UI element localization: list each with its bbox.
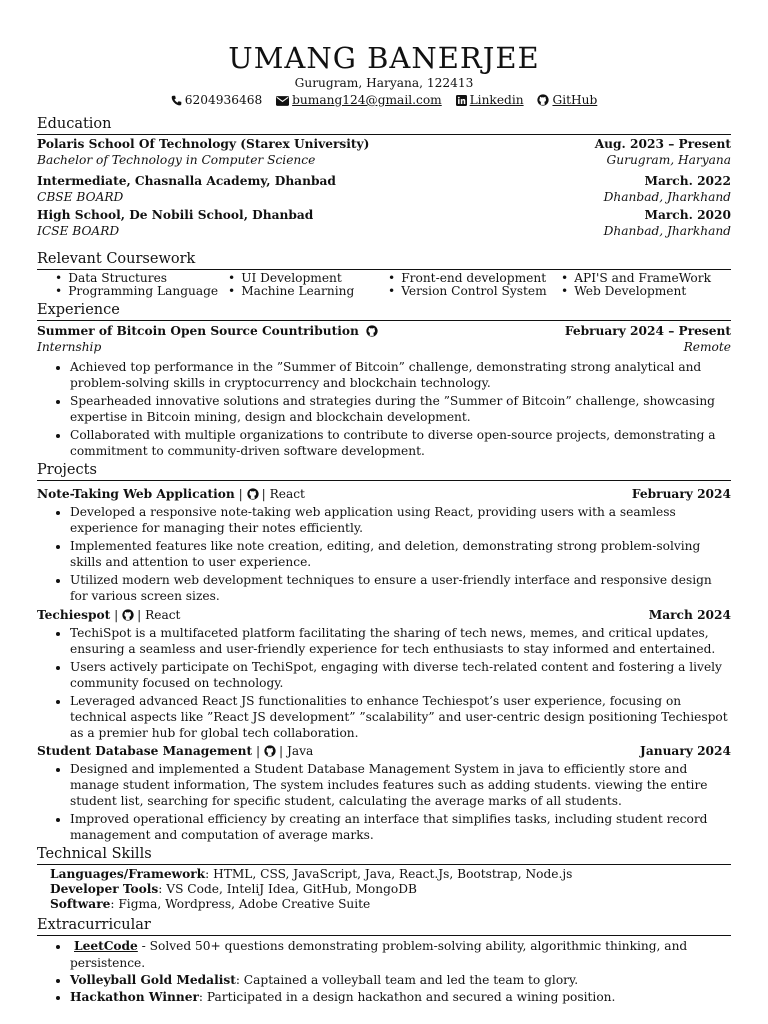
github-link[interactable]: GitHub xyxy=(552,92,598,107)
coursework-grid xyxy=(55,272,731,298)
project-bullets xyxy=(37,504,731,604)
coursework-column xyxy=(228,272,388,298)
skill-label: Developer Tools xyxy=(50,881,159,896)
section-divider xyxy=(37,320,731,321)
phone-contact[interactable] xyxy=(171,93,266,107)
bullet-item: • Developed a responsive note-taking web application using React, providing users with a seamless experience for managing their notes efficiently. xyxy=(70,504,731,536)
bullet-item: • Users actively participate on TechiSpot, engaging with diverse tech-related content and fostering a lively community focused on technology. xyxy=(70,659,731,691)
extracurricular-text: : Captained a volleyball team and led the team to glory. xyxy=(235,972,579,987)
project-name: Note-Taking Web Application xyxy=(37,486,235,501)
linkedin-icon xyxy=(456,95,467,106)
bullet-item: • Utilized modern web development techniques to ensure a user-friendly interface and responsive design for various screen sizes. xyxy=(70,572,731,604)
education-item xyxy=(37,208,731,240)
education-list xyxy=(37,137,731,240)
linkedin-link[interactable]: Linkedin xyxy=(469,92,524,107)
experience-date: February 2024 – Present xyxy=(564,323,731,338)
candidate-name: UMANG BANERJEE xyxy=(228,41,540,75)
bullet-item: • Leveraged advanced React JS functionalities to enhance Techiespot’s user experience, focusing on technical aspects like ”React JS development” ”scalability” and user-centric design positioning Techiespot as a premier hub for global tech collaboration. xyxy=(70,693,731,741)
email-contact[interactable] xyxy=(276,93,445,107)
coursework-item: • Front-end development xyxy=(388,272,561,285)
project-item: Techiespot | | React March 2024 • TechiSpot is a multifaceted platform facilitating the sharing of tech news, memes, and critical updates, ensuring a seamless and user-friendly experience for tech enthusiasts to stay informed and entertained. • Users actively participate on TechiSpot, engaging with diverse tech-related content and fostering a lively community focused on technology. • Leveraged advanced React JS functionalities to enhance Techiespot’s user experience, focusing on technical aspects like ”React JS development” ”scalability” and user-centric design positioning Techiespot as a premier hub for global tech collaboration. xyxy=(37,607,731,741)
extracurricular-label: Hackathon Winner xyxy=(70,989,199,1004)
coursework-column xyxy=(388,272,561,298)
contact-bar xyxy=(37,93,731,109)
school-name: Polaris School Of Technology (Starex University) xyxy=(37,136,370,151)
leetcode-link[interactable]: LeetCode xyxy=(74,938,138,953)
education-location: Gurugram, Haryana xyxy=(606,152,731,167)
section-divider xyxy=(37,864,731,865)
school-name: High School, De Nobili School, Dhanbad xyxy=(37,208,314,223)
degree: Bachelor of Technology in Computer Science xyxy=(37,152,316,167)
extracurricular-item xyxy=(70,989,731,1006)
project-tech: React xyxy=(145,607,181,622)
project-tech: React xyxy=(269,486,305,501)
experience-bullets xyxy=(37,359,731,459)
extracurricular-item xyxy=(70,972,731,989)
skills-list xyxy=(50,867,731,912)
coursework-item: • Data Structures xyxy=(55,272,228,285)
degree: ICSE BOARD xyxy=(37,224,120,239)
project-item: Student Database Management | | Java January 2024 • Designed and implemented a Student Database Management System in java to efficiently store and manage student information, The system includes features such as adding students. viewing the entire student list, searching for specific student, calculating the average marks of all students. • Improved operational efficiency by creating an interface that simplifies tasks, including student record management and computation of average marks. xyxy=(37,743,731,843)
skill-value: : Figma, Wordpress, Adobe Creative Suite xyxy=(110,896,371,911)
skills-heading: Technical Skills xyxy=(37,845,152,862)
envelope-icon xyxy=(276,96,289,106)
coursework-item: • Programming Language xyxy=(55,285,228,298)
skill-row xyxy=(50,867,731,882)
bullet-item: • Implemented features like note creation, editing, and deletion, demonstrating strong problem-solving skills and attention to user experience. xyxy=(70,538,731,570)
education-date: March. 2020 xyxy=(644,208,731,223)
project-tech: Java xyxy=(286,743,314,758)
education-heading: Education xyxy=(37,115,112,132)
extracurricular-text: : Participated in a design hackathon and secured a wining position. xyxy=(198,989,616,1004)
extracurricular-label: Volleyball Gold Medalist xyxy=(70,972,236,987)
project-bullets xyxy=(37,625,731,741)
skill-label: Software xyxy=(50,896,111,911)
coursework-item: • Web Development xyxy=(561,285,711,298)
github-contact[interactable] xyxy=(537,93,597,107)
education-date: March. 2022 xyxy=(644,174,731,189)
bullet-item: • Collaborated with multiple organizations to contribute to diverse open-source projects, demonstrating a commitment to community-driven software development. xyxy=(70,427,731,459)
extracurricular-item xyxy=(70,938,731,972)
coursework-item: • Version Control System xyxy=(388,285,561,298)
github-icon[interactable] xyxy=(366,325,378,337)
experience-location: Remote xyxy=(683,339,731,354)
coursework-column xyxy=(561,272,711,298)
skill-value: : HTML, CSS, JavaScript, Java, React.Js, Bootstrap, Node.js xyxy=(205,866,573,881)
section-divider xyxy=(37,935,731,936)
degree: CBSE BOARD xyxy=(37,190,124,205)
bullet-item: • Improved operational efficiency by creating an interface that simplifies tasks, including student record management and computation of average marks. xyxy=(70,811,731,843)
phone-number: 6204936468 xyxy=(184,92,263,107)
skill-row xyxy=(50,897,731,912)
coursework-item: • UI Development xyxy=(228,272,388,285)
github-icon[interactable] xyxy=(264,745,276,757)
extracurricular-list xyxy=(37,938,731,1006)
project-date: February 2024 xyxy=(631,486,731,501)
education-location: Dhanbad, Jharkhand xyxy=(603,190,731,205)
education-item xyxy=(37,137,731,169)
extracurricular-heading: Extracurricular xyxy=(37,916,151,933)
project-date: March 2024 xyxy=(648,607,731,622)
project-item: Note-Taking Web Application | | React February 2024 • Developed a responsive note-taking web application using React, providing users with a seamless experience for managing their notes efficiently. • Implemented features like note creation, editing, and deletion, demonstrating strong problem-solving skills and attention to user experience. • Utilized modern web development techniques to ensure a user-friendly interface and responsive design for various screen sizes. xyxy=(37,486,731,604)
experience-heading: Experience xyxy=(37,301,120,318)
phone-icon xyxy=(171,95,182,106)
experience-role: Summer of Bitcoin Open Source Countribution xyxy=(37,323,359,338)
experience-type: Internship xyxy=(37,339,102,354)
coursework-column xyxy=(55,272,228,298)
skill-value: : VS Code, InteliJ Idea, GitHub, MongoDB xyxy=(158,881,417,896)
section-divider xyxy=(37,480,731,481)
github-icon xyxy=(537,94,549,106)
school-name: Intermediate, Chasnalla Academy, Dhanbad xyxy=(37,174,336,189)
section-divider xyxy=(37,134,731,135)
bullet-item: • TechiSpot is a multifaceted platform facilitating the sharing of tech news, memes, and critical updates, ensuring a seamless and user-friendly experience for tech enthusiasts to stay informed and entertained. xyxy=(70,625,731,657)
github-icon[interactable] xyxy=(122,609,134,621)
bullet-item: • Achieved top performance in the ”Summer of Bitcoin” challenge, demonstrating strong analytical and problem-solving skills in cryptocurrency and blockchain technology. xyxy=(70,359,731,391)
projects-heading: Projects xyxy=(37,461,97,478)
github-icon[interactable] xyxy=(247,488,259,500)
project-name: Student Database Management xyxy=(37,743,253,758)
skill-label: Languages/Framework xyxy=(50,866,206,881)
project-name: Techiespot xyxy=(37,607,111,622)
experience-item xyxy=(37,324,731,459)
address: Gurugram, Haryana, 122413 xyxy=(294,76,474,90)
extracurricular-text: - Solved 50+ questions demonstrating problem-solving ability, algorithmic thinking, and persistence. xyxy=(70,938,688,970)
coursework-item: • Machine Learning xyxy=(228,285,388,298)
coursework-item: • API'S and FrameWork xyxy=(561,272,711,285)
education-date: Aug. 2023 – Present xyxy=(594,136,731,151)
email-link[interactable]: bumang124@gmail.com xyxy=(292,92,442,107)
coursework-heading: Relevant Coursework xyxy=(37,250,196,267)
linkedin-contact[interactable] xyxy=(456,93,528,107)
education-item xyxy=(37,174,731,206)
project-date: January 2024 xyxy=(640,743,731,758)
skill-row xyxy=(50,882,731,897)
bullet-item: • Spearheaded innovative solutions and strategies during the ”Summer of Bitcoin” challenge, showcasing expertise in Bitcoin mining, design and blockchain development. xyxy=(70,393,731,425)
project-bullets xyxy=(37,761,731,843)
education-location: Dhanbad, Jharkhand xyxy=(603,224,731,239)
section-divider xyxy=(37,269,731,270)
bullet-item: • Designed and implemented a Student Database Management System in java to efficiently store and manage student information, The system includes features such as adding students. viewing the entire student list, searching for specific student, calculating the average marks of all students. xyxy=(70,761,731,809)
